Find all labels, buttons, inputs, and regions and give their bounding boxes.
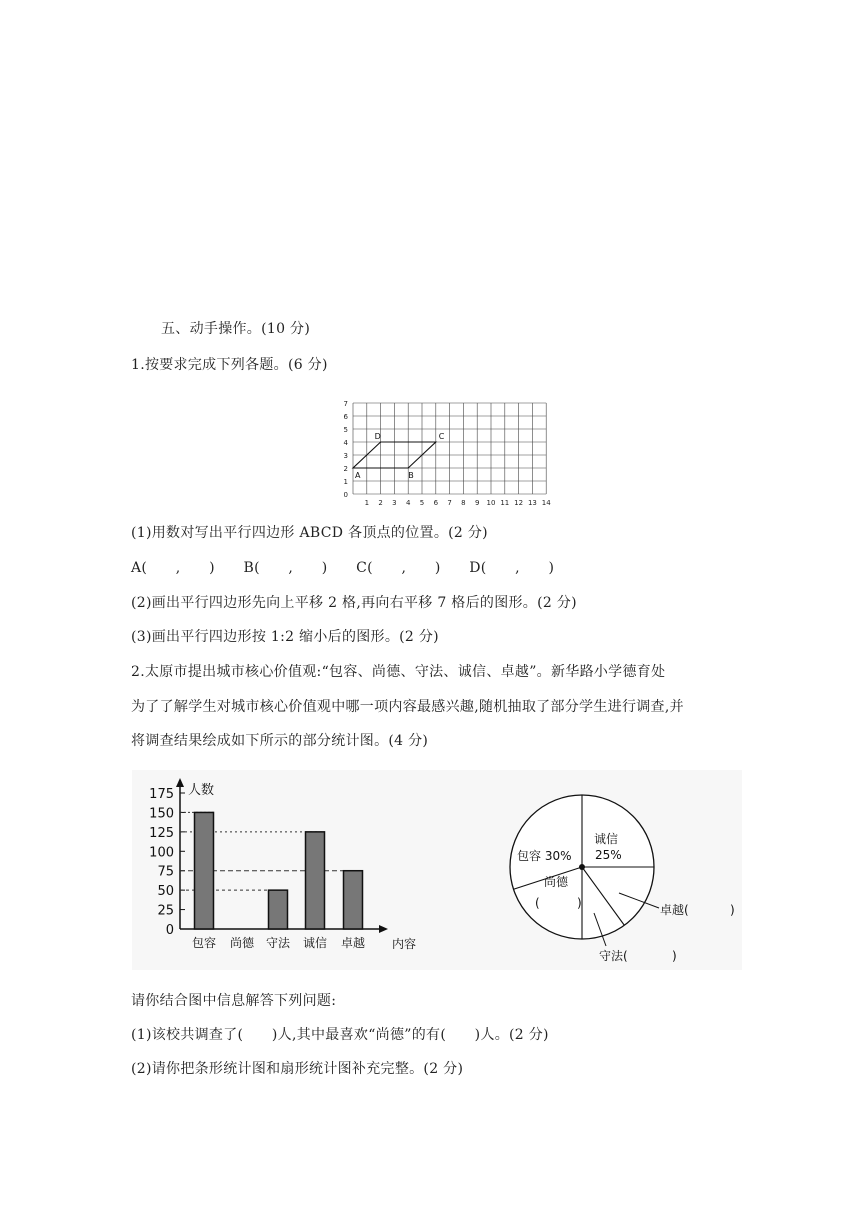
y-tick-label: 2 — [343, 465, 348, 473]
pie-label-shangde: 尚德 — [544, 875, 569, 889]
pie-bracket-shangde-open: ( — [535, 896, 540, 910]
vertex-label: C — [438, 432, 445, 441]
x-axis-label: 内容 — [392, 937, 417, 951]
category-label: 包容 — [191, 936, 217, 950]
pie-label-shoufa: 守法( — [599, 949, 628, 963]
x-tick-label: 2 — [378, 499, 383, 507]
y-tick-label: 3 — [343, 452, 348, 460]
y-tick-label: 25 — [157, 903, 174, 919]
y-tick-label: 5 — [343, 426, 348, 434]
x-tick-label: 12 — [514, 499, 524, 507]
x-tick-label: 7 — [447, 499, 452, 507]
question-2-line-3: 将调查结果绘成如下所示的部分统计图。(4 分) — [131, 733, 429, 749]
x-tick-label: 13 — [527, 499, 537, 507]
category-label: 卓越 — [340, 936, 366, 950]
category-label: 尚德 — [229, 936, 255, 950]
x-tick-label: 10 — [486, 499, 496, 507]
x-axis-arrow — [379, 925, 388, 933]
pie-bracket-zhuoyue-close: ) — [730, 903, 735, 917]
vertex-label: A — [355, 471, 361, 480]
question-2-line-2: 为了了解学生对城市核心价值观中哪一项内容最感兴趣,随机抽取了部分学生进行调查,并 — [131, 699, 684, 715]
category-label: 守法 — [265, 936, 291, 950]
pie-label-chengxin: 诚信 — [594, 832, 619, 846]
bar-守法 — [269, 890, 288, 929]
question-1-title: 1.按要求完成下列各题。(6 分) — [131, 357, 328, 373]
coordinate-grid — [338, 386, 558, 510]
y-axis-arrow — [176, 778, 184, 787]
question-2-sub-1: (1)该校共调查了( )人,其中最喜欢“尚德”的有( )人。(2 分) — [131, 1027, 549, 1043]
bar-诚信 — [306, 832, 325, 929]
pie-bracket-shangde-close: ) — [577, 896, 582, 910]
pie-center — [579, 864, 585, 870]
answer-line: A( , ) B( , ) C( , ) D( , ) — [131, 560, 555, 576]
x-tick-label: 3 — [392, 499, 397, 507]
y-axis-label: 人数 — [188, 783, 215, 798]
x-tick-label: 14 — [541, 499, 551, 507]
y-tick-label: 150 — [149, 806, 174, 822]
question-2-line-1: 2.太原市提出城市核心价值观:“包容、尚德、守法、诚信、卓越”。新华路小学德育处 — [131, 664, 666, 680]
section-title: 五、动手操作。(10 分) — [161, 321, 311, 337]
vertex-label: B — [408, 471, 414, 480]
pie-label-baorong: 包容 30% — [517, 849, 572, 863]
y-tick-label: 75 — [157, 864, 174, 880]
y-tick-label: 0 — [343, 491, 348, 499]
x-tick-label: 11 — [500, 499, 510, 507]
question-1-sub-1: (1)用数对写出平行四边形 ABCD 各顶点的位置。(2 分) — [131, 525, 488, 541]
y-tick-label: 7 — [343, 400, 348, 408]
bar-包容 — [195, 812, 214, 929]
question-1-sub-2: (2)画出平行四边形先向上平移 2 格,再向右平移 7 格后的图形。(2 分) — [131, 595, 577, 611]
y-tick-label: 1 — [343, 478, 348, 486]
x-tick-label: 8 — [461, 499, 466, 507]
question-1-sub-3: (3)画出平行四边形按 1:2 缩小后的图形。(2 分) — [131, 629, 439, 645]
y-tick-label: 6 — [343, 413, 348, 421]
x-tick-label: 9 — [474, 499, 480, 507]
category-label: 诚信 — [302, 936, 328, 950]
x-tick-label: 4 — [405, 499, 411, 507]
pie-label-zhuoyue: 卓越( — [660, 903, 689, 917]
x-tick-label: 1 — [364, 499, 370, 507]
y-tick-label: 50 — [157, 884, 174, 900]
x-tick-label: 6 — [433, 499, 439, 507]
pie-bracket-shoufa-close: ) — [672, 949, 677, 963]
bar-卓越 — [344, 871, 363, 929]
x-tick-label: 5 — [419, 499, 425, 507]
question-2-sub-2: (2)请你把条形统计图和扇形统计图补充完整。(2 分) — [131, 1061, 464, 1077]
question-2-prompt: 请你结合图中信息解答下列问题: — [131, 993, 337, 1009]
statistics-figure — [132, 770, 742, 970]
y-tick-label: 100 — [149, 845, 174, 861]
y-tick-label: 125 — [149, 825, 174, 841]
y-tick-label: 175 — [149, 787, 174, 802]
y-tick-label: 0 — [165, 923, 174, 938]
pie-label-chengxin-percent: 25% — [595, 848, 622, 862]
vertex-label: D — [374, 432, 381, 441]
y-tick-label: 4 — [343, 439, 348, 447]
